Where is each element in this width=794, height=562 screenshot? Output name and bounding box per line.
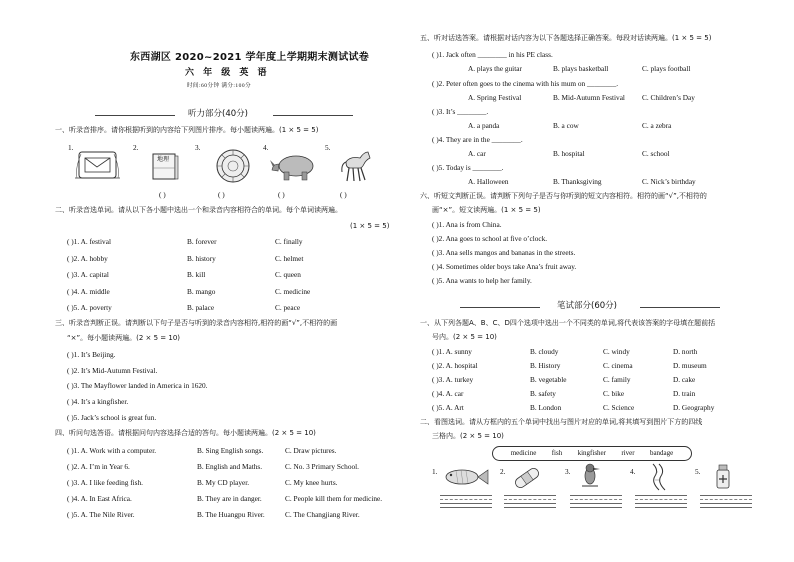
list-item[interactable]: ( )5. Ana wants to help her family. (432, 276, 532, 285)
pic-num-4: 4. (630, 467, 636, 476)
option-b: B. cloudy (530, 347, 559, 356)
pic-num-3: 3. (195, 143, 201, 152)
list-item[interactable]: ( )1. Jack often ________ in his PE class. (432, 50, 553, 59)
option-c: C. My knee hurts. (285, 478, 338, 487)
option-b: B. kill (187, 270, 206, 279)
list-item[interactable]: ( )4. A. car (432, 389, 464, 398)
list-item[interactable]: ( )3. A. turkey (432, 375, 474, 384)
divider-left (460, 307, 540, 308)
list-item[interactable]: ( )3. It’s ________. (432, 107, 489, 116)
word-bank-word: river (621, 449, 635, 458)
listening-sec6-heading-2: 画“×”。短文读两遍。(1 × 5 = 5) (432, 206, 541, 214)
option-c: C. Nick’s birthday (642, 177, 696, 186)
writing-sec2-heading-1: 二、看图选词。请从方框内的五个单词中找出与图片对应的单词,将其填写到图片下方的四线 (420, 418, 703, 426)
listening-sec2-heading: 二、听录音选单词。请从以下各小题中选出一个和录音内容相符合的单词。每个单词读两遍。 (55, 206, 342, 214)
list-item[interactable]: ( )4. It’s a kingfisher. (67, 397, 129, 406)
answer-lines-1[interactable] (440, 495, 492, 511)
list-item[interactable]: ( )3. A. capital (67, 270, 109, 279)
option-d: D. train (673, 389, 696, 398)
option-c: C. cinema (603, 361, 633, 370)
word-bank-word: medicine (510, 449, 537, 458)
word-bank-box (492, 446, 692, 461)
listening-sec3-heading-1: 三、听录音判断正误。请判断以下句子是否与听到的录音内容相符,相符的画“√”,不相符的画 (55, 319, 338, 327)
list-item[interactable]: ( )1. A. festival (67, 237, 111, 246)
list-item[interactable]: ( )1. A. sunny (432, 347, 472, 356)
option-b: B. history (187, 254, 216, 263)
mooncake-picture (215, 148, 251, 184)
list-item[interactable]: ( )1. It’s Beijing. (67, 350, 116, 359)
option-c: C. No. 3 Primary School. (285, 462, 359, 471)
list-item[interactable]: ( )4. They are in the ________. (432, 135, 523, 144)
option-b: B. Mid-Autumn Festival (553, 93, 625, 102)
option-b: B. safety (530, 389, 556, 398)
pic-num-3: 3. (565, 467, 571, 476)
option-b: B. plays basketball (553, 64, 609, 73)
option-b: B. English and Maths. (197, 462, 263, 471)
option-a: A. a panda (468, 121, 500, 130)
horse-picture (340, 148, 372, 184)
listening-sec6-heading-1: 六、听短文判断正误。请判断下列句子是否与你听到的短文内容相符。相符的画“√”,不相符的 (420, 192, 707, 200)
exam-meta: 时间:60分钟 满分:100分 (187, 83, 252, 89)
writing-sec1-heading-2: 号内。(2 × 5 = 10) (432, 333, 497, 341)
list-item[interactable]: ( )4. Sometimes older boys take Ana’s fruit away. (432, 262, 577, 271)
bandage-picture (512, 465, 542, 491)
pic-num-2: 2. (133, 143, 139, 152)
option-c: C. peace (275, 303, 301, 312)
listening-sec4-heading: 四、听问句选答语。请根据问句内容选择合适的答句。每小题读两遍。(2 × 5 = 10) (55, 429, 316, 437)
answer-paren-5[interactable]: ( ) (340, 190, 347, 199)
word-bank-word: fish (551, 449, 563, 458)
option-c: C. Children’s Day (642, 93, 695, 102)
option-d: D. Geography (673, 403, 715, 412)
pic-num-2: 2. (500, 467, 506, 476)
list-item[interactable]: ( )3. Ana sells mangos and bananas in the streets. (432, 248, 576, 257)
option-c: C. Science (603, 403, 635, 412)
option-b: B. hospital (553, 149, 585, 158)
option-d: D. cake (673, 375, 696, 384)
kingfisher-picture (578, 462, 602, 492)
listening-sec3-heading-2: “×”。每小题读两遍。(2 × 5 = 10) (67, 334, 181, 342)
list-item[interactable]: ( )2. A. hospital (432, 361, 478, 370)
option-c: C. medicine (275, 287, 311, 296)
option-b: B. Thanksgiving (553, 177, 602, 186)
medicine-picture (710, 462, 736, 492)
list-item[interactable]: ( )2. A. I’m in Year 6. (67, 462, 130, 471)
fish-picture (440, 465, 490, 489)
list-item[interactable]: ( )5. A. poverty (67, 303, 112, 312)
answer-paren-4[interactable]: ( ) (278, 190, 285, 199)
option-a: A. Halloween (468, 177, 509, 186)
option-c: C. family (603, 375, 631, 384)
exam-title: 东西湖区 2020~2021 学年度上学期期末测试试卷 (130, 52, 370, 63)
option-b: B. a cow (553, 121, 579, 130)
answer-paren-2[interactable]: ( ) (159, 190, 166, 199)
list-item[interactable]: ( )4. A. middle (67, 287, 110, 296)
geography-book-label: 地理 (157, 157, 170, 163)
option-c: C. plays football (642, 64, 691, 73)
list-item[interactable]: ( )4. A. In East Africa. (67, 494, 132, 503)
option-b: B. forever (187, 237, 217, 246)
option-c: C. helmet (275, 254, 304, 263)
option-b: B. vegetable (530, 375, 567, 384)
word-bank-word: bandage (649, 449, 674, 458)
list-item[interactable]: ( )2. It’s Mid-Autumn Festival. (67, 366, 158, 375)
writing-title: 笔试部分(60分) (557, 301, 617, 311)
option-c: C. a zebra (642, 121, 672, 130)
option-b: B. They are in danger. (197, 494, 262, 503)
option-c: C. Draw pictures. (285, 446, 337, 455)
exam-subtitle: 六 年 级 英 语 (185, 68, 270, 78)
option-c: C. windy (603, 347, 630, 356)
list-item[interactable]: ( )3. The Mayflower landed in America in 1620. (67, 381, 208, 390)
option-c: C. finally (275, 237, 303, 246)
option-c: C. bike (603, 389, 625, 398)
list-item[interactable]: ( )3. A. I like feeding fish. (67, 478, 143, 487)
list-item[interactable]: ( )1. A. Work with a computer. (67, 446, 157, 455)
answer-paren-3[interactable]: ( ) (218, 190, 225, 199)
option-c: C. queen (275, 270, 301, 279)
list-item[interactable]: ( )5. Jack’s school is great fun. (67, 413, 157, 422)
divider-right (640, 307, 720, 308)
option-c: C. school (642, 149, 670, 158)
option-d: D. museum (673, 361, 707, 370)
divider-right (273, 115, 353, 116)
option-a: A. plays the guitar (468, 64, 522, 73)
listening-sec1-heading: 一、听录音排序。请你根据听到的内容给下列图片排序。每小题读两遍。(1 × 5 = 5) (55, 126, 319, 134)
rhino-picture (270, 150, 320, 182)
option-a: A. Spring Festival (468, 93, 522, 102)
listening-sec5-heading: 五、听对话选答案。请根据对话内容为以下各题选择正确答案。每段对话读两遍。(1 × 5 = 5) (420, 34, 712, 42)
divider-left (95, 115, 175, 116)
pic-num-4: 4. (263, 143, 269, 152)
option-b: B. palace (187, 303, 215, 312)
option-b: B. mango (187, 287, 216, 296)
option-d: D. north (673, 347, 698, 356)
option-c: C. The Changjiang River. (285, 510, 360, 519)
listening-title: 听力部分(40分) (188, 109, 248, 119)
list-item[interactable]: ( )2. A. hobby (67, 254, 108, 263)
list-item[interactable]: ( )1. Ana is from China. (432, 220, 502, 229)
envelope-board-picture (75, 148, 120, 183)
pic-num-5: 5. (325, 143, 331, 152)
pic-num-1: 1. (432, 467, 438, 476)
word-bank-word: kingfisher (577, 449, 606, 458)
writing-sec1-heading-1: 一、从下列各题A、B、C、D四个选项中选出一个不同类的单词,将代表该答案的字母填在题前括 (420, 319, 716, 327)
option-c: C. People kill them for medicine. (285, 494, 383, 503)
list-item[interactable]: ( )2. Ana goes to school at five o’clock. (432, 234, 548, 243)
pic-num-1: 1. (68, 143, 74, 152)
option-b: B. History (530, 361, 561, 370)
answer-lines-2[interactable] (504, 495, 556, 511)
list-item[interactable]: ( )5. A. The Nile River. (67, 510, 135, 519)
list-item[interactable]: ( )2. Peter often goes to the cinema with his mum on ________. (432, 79, 619, 88)
writing-sec2-heading-2: 三格内。(2 × 5 = 10) (432, 432, 504, 440)
answer-lines-3[interactable] (570, 495, 622, 511)
option-a: A. car (468, 149, 486, 158)
option-b: B. Sing English songs. (197, 446, 264, 455)
option-b: B. My CD player. (197, 478, 250, 487)
option-b: B. The Huangpu River. (197, 510, 265, 519)
listening-sec2-score: (1 × 5 = 5) (350, 222, 390, 230)
option-b: B. London (530, 403, 562, 412)
list-item[interactable]: ( )5. A. Art (432, 403, 464, 412)
river-picture (645, 462, 671, 492)
list-item[interactable]: ( )5. Today is ________. (432, 163, 504, 172)
answer-lines-4[interactable] (635, 495, 687, 511)
pic-num-5: 5. (695, 467, 701, 476)
answer-lines-5[interactable] (700, 495, 752, 511)
